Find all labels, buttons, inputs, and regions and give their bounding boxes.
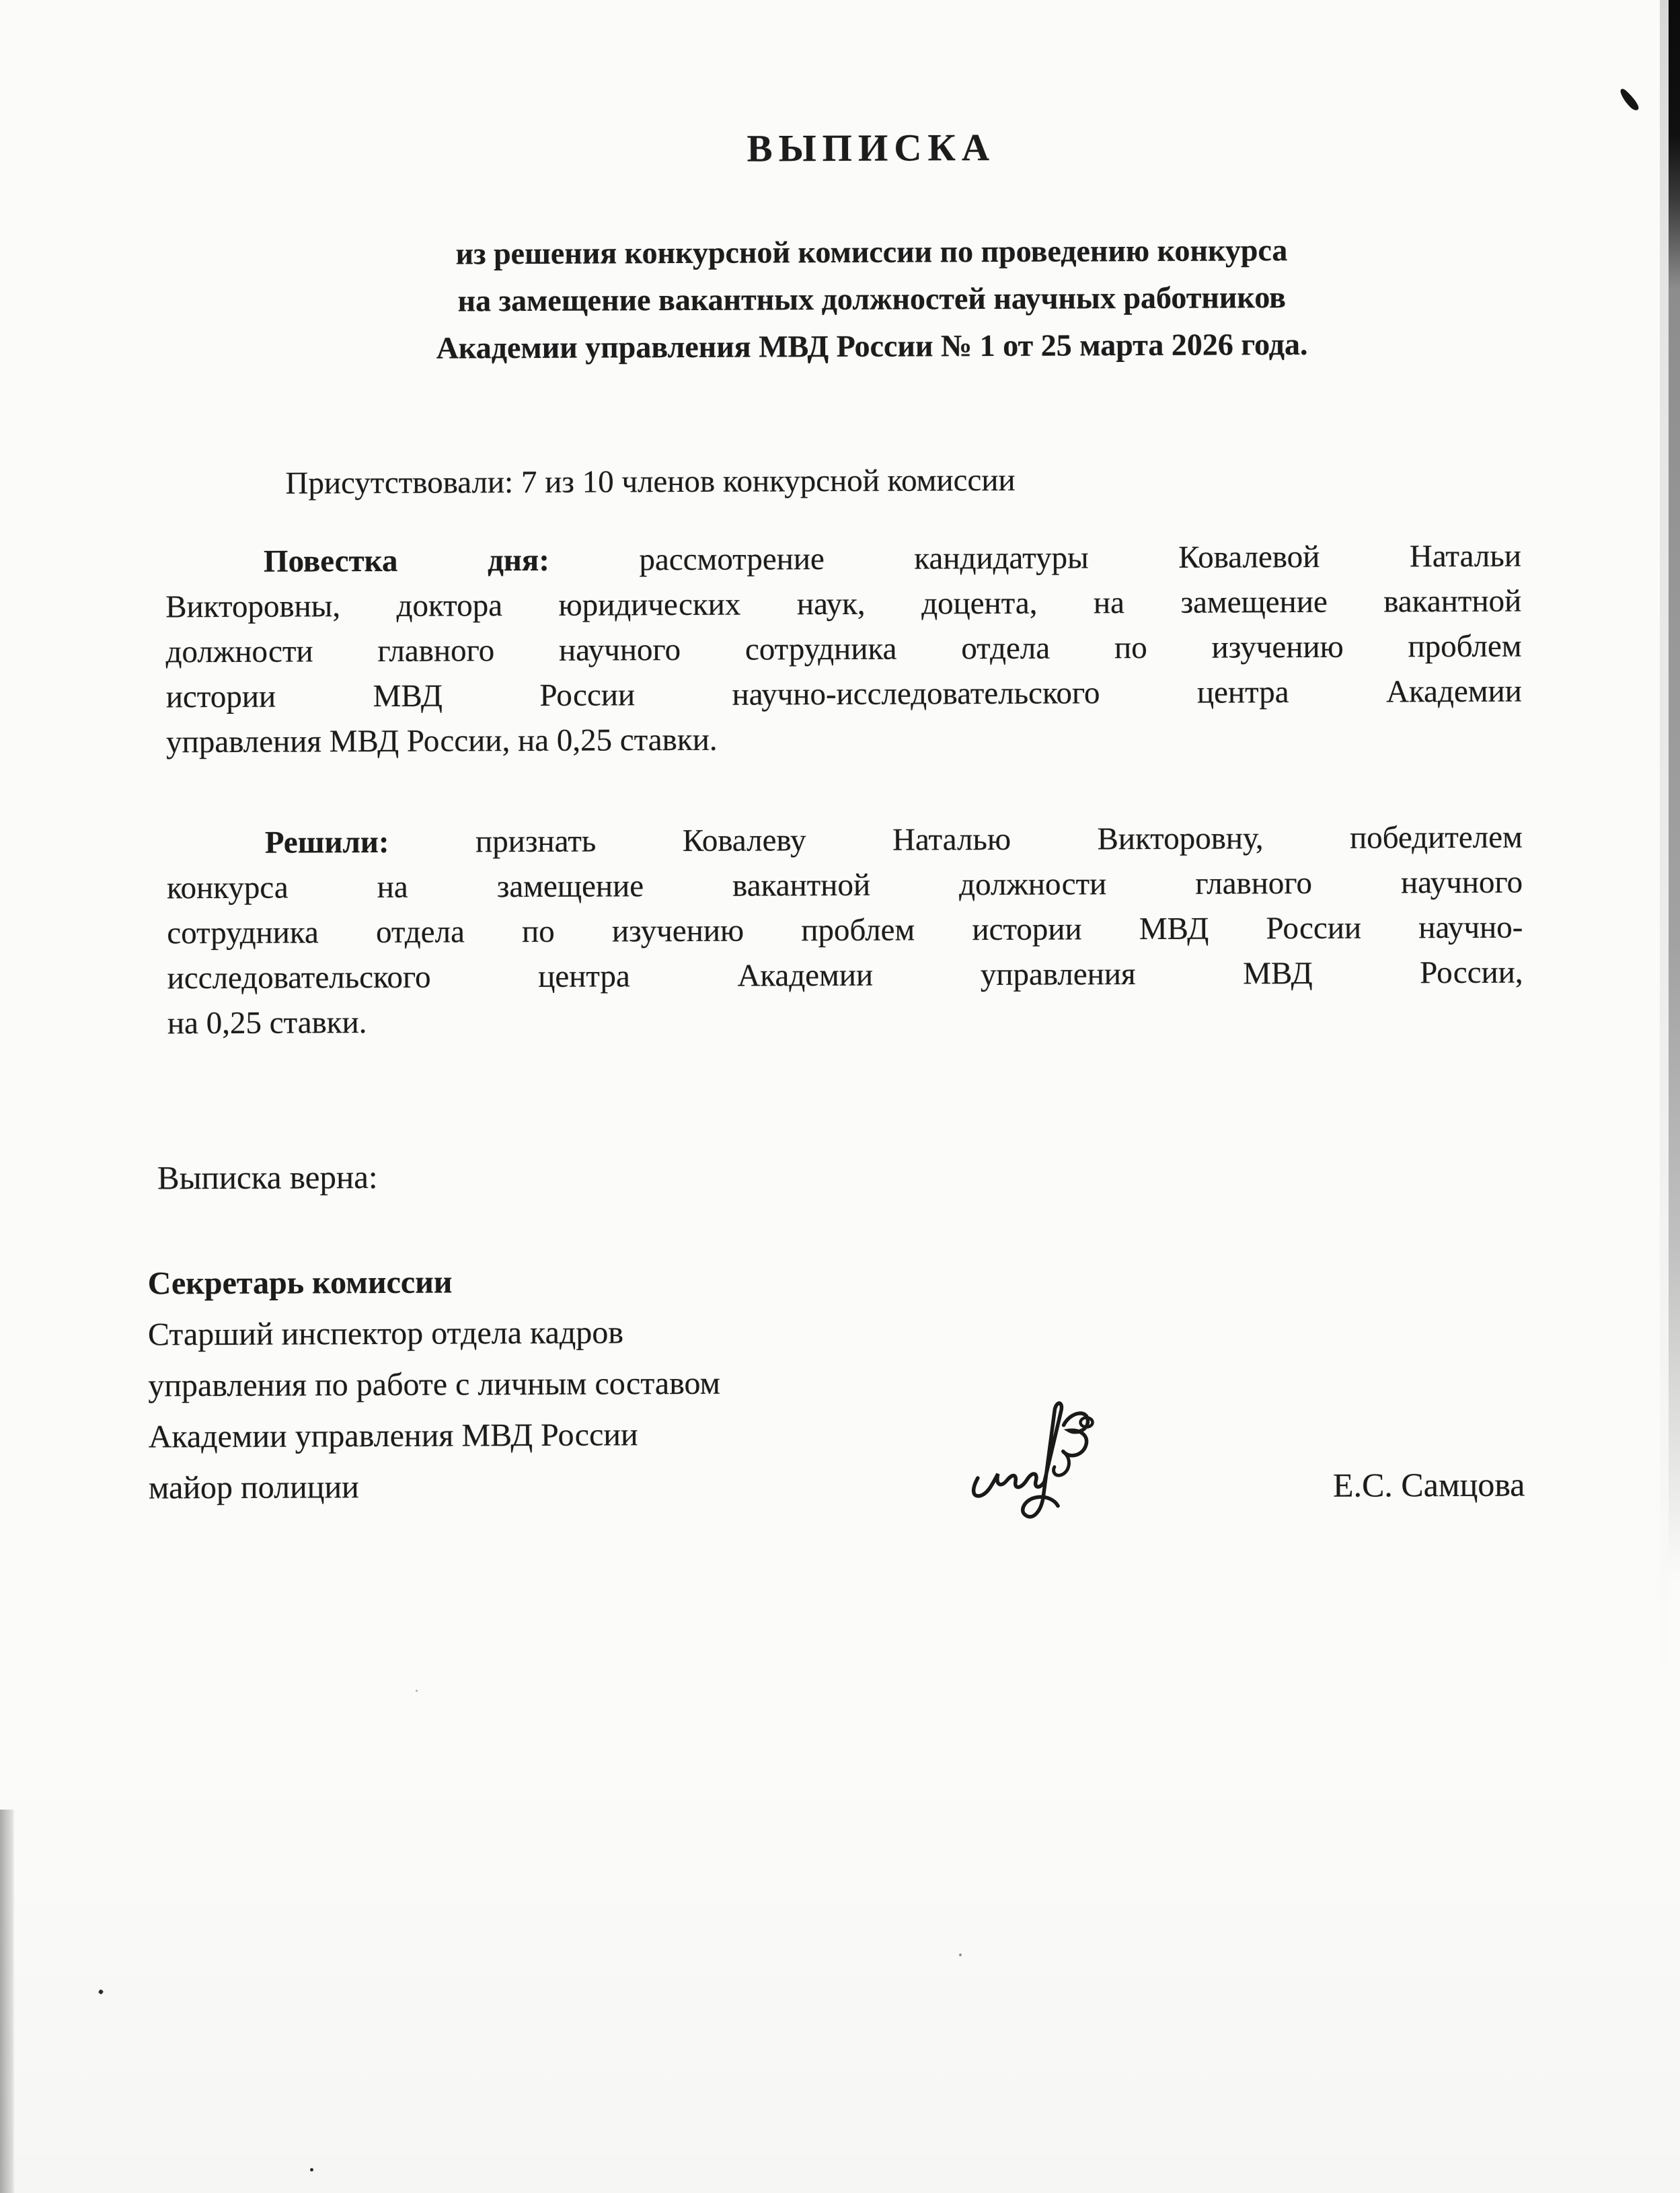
agenda-paragraph [165,534,1522,766]
signatory-role-title: Секретарь комиссии [147,1264,453,1302]
handwritten-signature [962,1383,1106,1534]
scan-edge-shadow [1660,0,1669,1682]
document-subtitle [65,225,1679,373]
signatory-name: Е.С. Самцова [1332,1465,1525,1504]
scan-edge-shadow [1669,0,1680,1581]
scan-speck [959,1954,962,1956]
signatory-role-line: управления по работе с личным составом [148,1365,721,1404]
signatory-role-line: майор полиции [148,1469,359,1506]
resolution-line [167,815,1523,866]
scan-edge-shadow [0,1810,15,2193]
agenda-line: должности главного научного сотрудника отдела по изучению проблем [165,628,1522,670]
resolution-line: конкурса на замещение вакантной должности главного научного [166,864,1523,906]
certification-line: Выписка верна: [157,1158,378,1197]
agenda-line: управления МВД России, на 0,25 ставки. [166,722,718,760]
resolution-line-text: признать Ковалеву Наталью Викторовну, победителем [389,819,1523,860]
resolution-line: сотрудника отдела по изучению проблем истории МВД России научно- [167,909,1523,951]
resolution-line: исследовательского центра Академии управления МВД России, [167,955,1523,996]
subtitle-line: из решения конкурсной комиссии по проведению конкурса [455,233,1288,271]
agenda-lead-label: Повестка дня: [263,542,550,579]
agenda-line-text: рассмотрение кандидатуры Ковалевой Натальи [549,538,1522,578]
signatory-role-line: Старший инспектор отдела кадров [147,1314,624,1353]
scan-speck [310,2168,313,2171]
subtitle-line: на замещение вакантных должностей научных работников [457,280,1287,318]
resolution-lead-label: Решили: [264,824,389,860]
pen-mark [1615,86,1645,116]
signatory-block [147,1256,720,1514]
resolution-line: на 0,25 ставки. [167,1005,367,1041]
agenda-line: истории МВД России научно-исследовательского центра Академии [165,673,1522,715]
agenda-line: Викторовны, доктора юридических наук, доцента, на замещение вакантной [165,583,1522,625]
document-title: ВЫПИСКА [747,126,996,170]
attendance-line: Присутствовали: 7 из 10 членов конкурсной комиссии [285,462,1016,501]
scan-speck [416,1690,418,1692]
resolution-paragraph [167,815,1523,1047]
subtitle-line: Академии управления МВД России № 1 от 25 марта 2026 года. [436,326,1308,365]
signatory-role-line: Академии управления МВД России [148,1417,638,1455]
agenda-line [165,534,1521,585]
